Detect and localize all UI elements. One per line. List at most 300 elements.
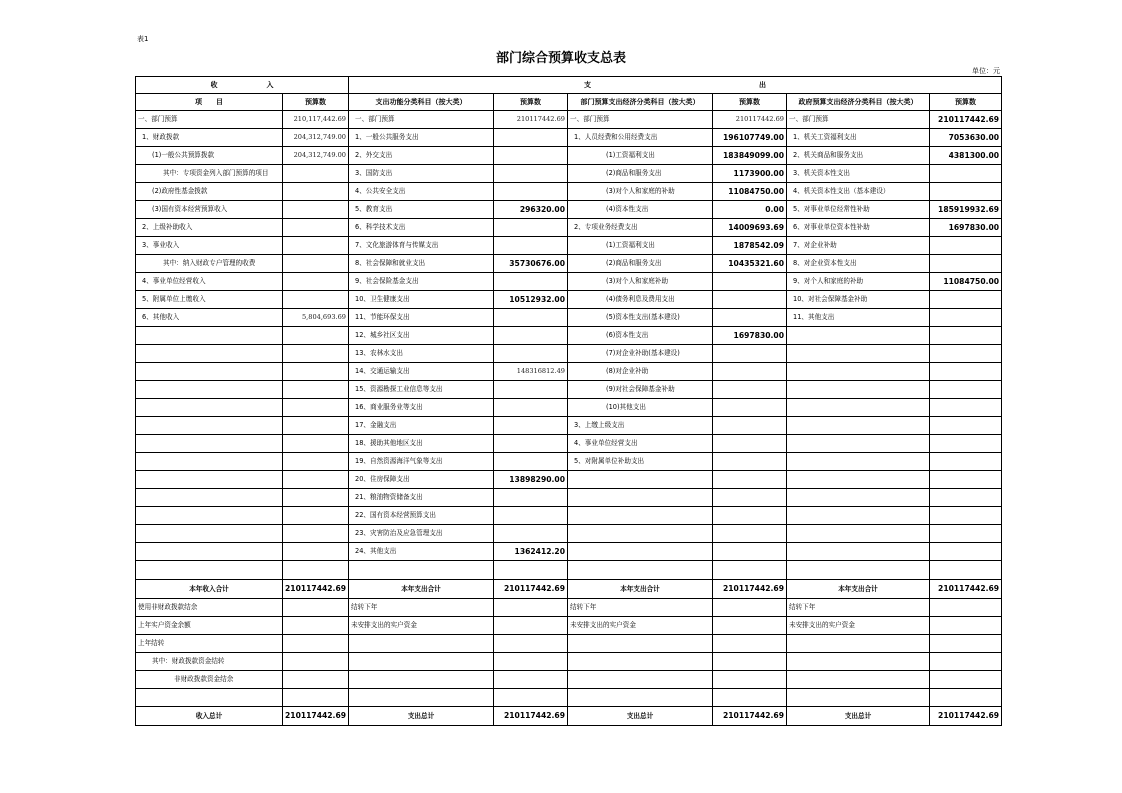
gov-econ-item [787, 507, 930, 525]
func-class-value: 296320.00 [494, 201, 568, 219]
dept-econ-value: 14009693.69 [713, 219, 787, 237]
func-class-value [494, 309, 568, 327]
dept-econ-value [713, 525, 787, 543]
func-class-item: 4、公共安全支出 [349, 183, 494, 201]
dept-econ-item: (3)对个人和家庭补助 [568, 273, 713, 291]
table-row [136, 453, 1002, 471]
dept-econ-value [713, 291, 787, 309]
carryover-value [283, 599, 349, 617]
carryover-value [930, 599, 1002, 617]
empty-cell [136, 689, 283, 707]
carryover-value [494, 671, 568, 689]
dept-econ-item: 一、部门预算 [568, 111, 713, 129]
income-total-label: 本年收入合计 [136, 580, 283, 599]
income-item: 一、部门预算 [136, 111, 283, 129]
carryover-item: 其中：财政拨款资金结转 [136, 653, 283, 671]
gov-econ-value [930, 255, 1002, 273]
dept-econ-value [713, 273, 787, 291]
gov-econ-value [930, 237, 1002, 255]
table-row [136, 309, 1002, 327]
gov-econ-value: 1697830.00 [930, 219, 1002, 237]
table-row [136, 471, 1002, 489]
dept-econ-value [713, 489, 787, 507]
income-item: 其中：纳入财政专户管理的收费 [136, 255, 283, 273]
income-item: 6、其他收入 [136, 309, 283, 327]
gov-econ-value [930, 471, 1002, 489]
carryover-item: 非财政拨款资金结余 [136, 671, 283, 689]
income-item [136, 345, 283, 363]
func-class-item: 21、粮油物资储备支出 [349, 489, 494, 507]
dept-econ-item: 2、专项业务经费支出 [568, 219, 713, 237]
carryover-item: 上年实户资金余额 [136, 617, 283, 635]
carryover-func-item: 结转下年 [349, 599, 494, 617]
income-value [283, 345, 349, 363]
income-item [136, 489, 283, 507]
dept-econ-item: 5、对附属单位补助支出 [568, 453, 713, 471]
income-value [283, 201, 349, 219]
empty-cell [349, 561, 494, 580]
dept-econ-value: 196107749.00 [713, 129, 787, 147]
empty-cell [713, 561, 787, 580]
income-item [136, 471, 283, 489]
carryover-value [930, 635, 1002, 653]
income-item: 3、事业收入 [136, 237, 283, 255]
carryover-value [283, 617, 349, 635]
gov-econ-item [787, 471, 930, 489]
func-class-value [494, 129, 568, 147]
table-row [136, 381, 1002, 399]
gov-econ-item [787, 345, 930, 363]
dept-econ-value: 11084750.00 [713, 183, 787, 201]
gov-econ-value: 4381300.00 [930, 147, 1002, 165]
table-row [136, 237, 1002, 255]
gov-econ-value [930, 363, 1002, 381]
func-class-item: 16、商业服务业等支出 [349, 399, 494, 417]
func-class-item: 6、科学技术支出 [349, 219, 494, 237]
func-class-item: 9、社会保险基金支出 [349, 273, 494, 291]
item-header: 项 目 [136, 94, 283, 111]
gov-total-value: 210117442.69 [930, 580, 1002, 599]
gov-econ-value [930, 453, 1002, 471]
income-item [136, 363, 283, 381]
income-value [283, 255, 349, 273]
carryover-gov-item [787, 635, 930, 653]
dept-econ-item: (6)资本性支出 [568, 327, 713, 345]
gov-econ-item [787, 453, 930, 471]
budget-header: 预算数 [494, 94, 568, 111]
carryover-dept-item: 结转下年 [568, 599, 713, 617]
gov-econ-item [787, 543, 930, 561]
budget-header: 预算数 [283, 94, 349, 111]
table-row [136, 147, 1002, 165]
carryover-func-item [349, 671, 494, 689]
table-row [136, 507, 1002, 525]
carryover-gov-item [787, 671, 930, 689]
gov-econ-item: 9、对个人和家庭的补助 [787, 273, 930, 291]
carryover-dept-item [568, 671, 713, 689]
func-class-header: 支出功能分类科目（按大类） [349, 94, 494, 111]
dept-econ-item [568, 525, 713, 543]
table-row [136, 327, 1002, 345]
dept-econ-value: 183849099.00 [713, 147, 787, 165]
income-value [283, 237, 349, 255]
income-total-value: 210117442.69 [283, 580, 349, 599]
table-row [136, 399, 1002, 417]
dept-econ-value: 1173900.00 [713, 165, 787, 183]
gov-econ-value [930, 165, 1002, 183]
income-item: 4、事业单位经营收入 [136, 273, 283, 291]
dept-econ-header: 部门预算支出经济分类科目（按大类） [568, 94, 713, 111]
income-value [283, 489, 349, 507]
table-row [136, 489, 1002, 507]
empty-cell [568, 689, 713, 707]
func-class-item: 11、节能环保支出 [349, 309, 494, 327]
func-class-value [494, 507, 568, 525]
income-value: 210,117,442.69 [283, 111, 349, 129]
func-class-item: 19、自然资源海洋气象等支出 [349, 453, 494, 471]
carryover-dept-item: 未安排支出的实户资金 [568, 617, 713, 635]
income-value [283, 291, 349, 309]
gov-econ-value [930, 345, 1002, 363]
sheet-label: 表1 [137, 35, 149, 43]
gov-econ-value [930, 507, 1002, 525]
table-row [136, 417, 1002, 435]
table-row [136, 363, 1002, 381]
income-header: 收 入 [136, 77, 349, 94]
dept-econ-item: (9)对社会保障基金补助 [568, 381, 713, 399]
income-value: 5,804,693.69 [283, 309, 349, 327]
income-item: (2)政府性基金拨款 [136, 183, 283, 201]
empty-cell [930, 689, 1002, 707]
carryover-row [136, 635, 1002, 653]
empty-cell [930, 561, 1002, 580]
income-item: (3)国有资本经营预算收入 [136, 201, 283, 219]
table-row [136, 435, 1002, 453]
func-class-item: 10、卫生健康支出 [349, 291, 494, 309]
func-class-value [494, 237, 568, 255]
grand-total-row [136, 707, 1002, 726]
dept-econ-item: (5)资本性支出(基本建设) [568, 309, 713, 327]
gov-econ-item: 一、部门预算 [787, 111, 930, 129]
carryover-value [930, 653, 1002, 671]
income-item [136, 399, 283, 417]
empty-cell [349, 689, 494, 707]
expense-total-label: 支出总计 [349, 707, 494, 726]
func-class-item: 7、文化旅游体育与传媒支出 [349, 237, 494, 255]
gov-econ-item: 1、机关工资福利支出 [787, 129, 930, 147]
table-row [136, 183, 1002, 201]
dept-econ-value [713, 381, 787, 399]
gov-econ-value [930, 381, 1002, 399]
page-title: 部门综合预算收支总表 [495, 51, 626, 66]
budget-table [135, 76, 1002, 726]
income-value [283, 381, 349, 399]
income-item: 其中：专项资金列入部门预算的项目 [136, 165, 283, 183]
table-row [136, 165, 1002, 183]
income-item [136, 453, 283, 471]
carryover-row [136, 653, 1002, 671]
dept-econ-item: (2)商品和服务支出 [568, 255, 713, 273]
dept-econ-item: (8)对企业补助 [568, 363, 713, 381]
table-row [136, 255, 1002, 273]
table-row [136, 219, 1002, 237]
carryover-value [494, 653, 568, 671]
func-class-item: 12、城乡社区支出 [349, 327, 494, 345]
gov-econ-header: 政府预算支出经济分类科目（按大类） [787, 94, 930, 111]
table-row [136, 129, 1002, 147]
gov-econ-value: 7053630.00 [930, 129, 1002, 147]
income-item [136, 507, 283, 525]
income-item [136, 417, 283, 435]
func-class-value [494, 219, 568, 237]
carryover-func-item [349, 635, 494, 653]
carryover-func-item: 未安排支出的实户资金 [349, 617, 494, 635]
dept-econ-item: (7)对企业补助(基本建设) [568, 345, 713, 363]
dept-econ-item: (4)债务利息及费用支出 [568, 291, 713, 309]
income-item [136, 543, 283, 561]
carryover-item: 使用非财政拨款结余 [136, 599, 283, 617]
income-value [283, 363, 349, 381]
table-row [136, 201, 1002, 219]
carryover-value [283, 653, 349, 671]
income-value [283, 435, 349, 453]
income-value [283, 453, 349, 471]
func-class-item: 22、国有资本经营预算支出 [349, 507, 494, 525]
expense-total-label: 本年支出合计 [568, 580, 713, 599]
blank-row [136, 561, 1002, 580]
func-class-value [494, 435, 568, 453]
gov-econ-item [787, 525, 930, 543]
func-class-value [494, 381, 568, 399]
expense-total-label: 支出总计 [568, 707, 713, 726]
income-value [283, 471, 349, 489]
unit-label: 单位：元 [972, 67, 1000, 75]
empty-cell [283, 689, 349, 707]
income-total-label: 收入总计 [136, 707, 283, 726]
func-class-value [494, 399, 568, 417]
carryover-row [136, 617, 1002, 635]
year-total-row [136, 580, 1002, 599]
income-item [136, 525, 283, 543]
func-class-item: 15、资源勘探工业信息等支出 [349, 381, 494, 399]
empty-cell [713, 689, 787, 707]
func-class-item: 13、农林水支出 [349, 345, 494, 363]
dept-econ-item [568, 543, 713, 561]
func-class-item: 18、援助其他地区支出 [349, 435, 494, 453]
func-class-value: 35730676.00 [494, 255, 568, 273]
dept-econ-item: (3)对个人和家庭的补助 [568, 183, 713, 201]
empty-cell [283, 561, 349, 580]
dept-econ-value [713, 453, 787, 471]
carryover-value [283, 635, 349, 653]
gov-econ-item: 7、对企业补助 [787, 237, 930, 255]
table-row [136, 345, 1002, 363]
gov-econ-item [787, 381, 930, 399]
income-value [283, 273, 349, 291]
table-row [136, 111, 1002, 129]
dept-econ-item [568, 507, 713, 525]
income-item [136, 327, 283, 345]
dept-econ-item [568, 489, 713, 507]
gov-total-value: 210117442.69 [930, 707, 1002, 726]
carryover-dept-item [568, 653, 713, 671]
dept-econ-item: 3、上缴上级支出 [568, 417, 713, 435]
income-value [283, 219, 349, 237]
carryover-gov-item [787, 653, 930, 671]
income-value: 204,312,749.00 [283, 129, 349, 147]
dept-econ-item: (4)资本性支出 [568, 201, 713, 219]
dept-econ-value: 0.00 [713, 201, 787, 219]
dept-econ-value [713, 471, 787, 489]
empty-cell [787, 689, 930, 707]
dept-econ-value [713, 417, 787, 435]
func-class-item: 17、金融支出 [349, 417, 494, 435]
gov-econ-value: 185919932.69 [930, 201, 1002, 219]
func-class-item: 20、住房保障支出 [349, 471, 494, 489]
dept-econ-item: (10)其他支出 [568, 399, 713, 417]
func-class-item: 3、国防支出 [349, 165, 494, 183]
carryover-value [283, 671, 349, 689]
gov-econ-item: 6、对事业单位资本性补助 [787, 219, 930, 237]
income-value [283, 525, 349, 543]
dept-econ-value [713, 543, 787, 561]
func-class-item: 8、社会保障和就业支出 [349, 255, 494, 273]
dept-econ-item: (1)工资福利支出 [568, 147, 713, 165]
gov-econ-item: 3、机关资本性支出 [787, 165, 930, 183]
gov-econ-item: 4、机关资本性支出（基本建设） [787, 183, 930, 201]
func-class-item: 一、部门预算 [349, 111, 494, 129]
gov-econ-value [930, 435, 1002, 453]
income-value: 204,312,749.00 [283, 147, 349, 165]
income-value [283, 183, 349, 201]
income-value [283, 543, 349, 561]
func-class-item: 2、外交支出 [349, 147, 494, 165]
func-class-value: 1362412.20 [494, 543, 568, 561]
gov-econ-item: 10、对社会保障基金补助 [787, 291, 930, 309]
gov-econ-item [787, 399, 930, 417]
carryover-value [494, 635, 568, 653]
carryover-item: 上年结转 [136, 635, 283, 653]
dept-econ-value: 10435321.60 [713, 255, 787, 273]
gov-econ-value [930, 327, 1002, 345]
gov-econ-value: 210117442.69 [930, 111, 1002, 129]
budget-header: 预算数 [713, 94, 787, 111]
carryover-row [136, 671, 1002, 689]
carryover-dept-item [568, 635, 713, 653]
gov-econ-value [930, 417, 1002, 435]
carryover-func-item [349, 653, 494, 671]
carryover-value [494, 617, 568, 635]
carryover-value [713, 671, 787, 689]
carryover-value [713, 653, 787, 671]
gov-econ-item [787, 417, 930, 435]
table-row [136, 525, 1002, 543]
empty-cell [136, 561, 283, 580]
carryover-gov-item: 未安排支出的实户资金 [787, 617, 930, 635]
gov-econ-value [930, 183, 1002, 201]
func-class-item: 5、教育支出 [349, 201, 494, 219]
dept-total-value: 210117442.69 [713, 580, 787, 599]
func-class-value [494, 183, 568, 201]
dept-econ-item: 4、事业单位经营支出 [568, 435, 713, 453]
empty-cell [494, 561, 568, 580]
dept-econ-value [713, 399, 787, 417]
func-class-value [494, 165, 568, 183]
gov-econ-item [787, 489, 930, 507]
income-item: (1)一般公共预算拨款 [136, 147, 283, 165]
table-row [136, 543, 1002, 561]
expense-total-label: 支出总计 [787, 707, 930, 726]
dept-econ-item: (2)商品和服务支出 [568, 165, 713, 183]
dept-econ-value: 210117442.69 [713, 111, 787, 129]
func-class-value [494, 273, 568, 291]
table-row [136, 291, 1002, 309]
gov-econ-item: 8、对企业资本性支出 [787, 255, 930, 273]
dept-econ-value [713, 507, 787, 525]
gov-econ-value [930, 291, 1002, 309]
gov-econ-value [930, 489, 1002, 507]
func-class-value [494, 417, 568, 435]
carryover-value [713, 635, 787, 653]
func-class-value [494, 345, 568, 363]
expense-header: 支 出 [349, 77, 1002, 94]
gov-econ-item [787, 363, 930, 381]
header-row-2 [136, 94, 1002, 111]
gov-econ-value: 11084750.00 [930, 273, 1002, 291]
empty-cell [494, 689, 568, 707]
income-total-value: 210117442.69 [283, 707, 349, 726]
dept-econ-value [713, 309, 787, 327]
income-item: 5、附属单位上缴收入 [136, 291, 283, 309]
blank-row [136, 689, 1002, 707]
gov-econ-value [930, 309, 1002, 327]
gov-econ-value [930, 399, 1002, 417]
dept-econ-item [568, 471, 713, 489]
dept-econ-value: 1878542.09 [713, 237, 787, 255]
dept-econ-value [713, 345, 787, 363]
carryover-row [136, 599, 1002, 617]
gov-econ-item: 2、机关商品和服务支出 [787, 147, 930, 165]
dept-econ-value [713, 363, 787, 381]
dept-total-value: 210117442.69 [713, 707, 787, 726]
func-total-value: 210117442.69 [494, 580, 568, 599]
table-row [136, 273, 1002, 291]
func-class-value: 210117442.69 [494, 111, 568, 129]
income-value [283, 507, 349, 525]
carryover-value [494, 599, 568, 617]
dept-econ-value [713, 435, 787, 453]
func-class-value [494, 525, 568, 543]
func-class-value [494, 327, 568, 345]
func-class-value [494, 453, 568, 471]
func-class-item: 24、其他支出 [349, 543, 494, 561]
gov-econ-item [787, 327, 930, 345]
empty-cell [787, 561, 930, 580]
income-item [136, 435, 283, 453]
carryover-value [930, 617, 1002, 635]
expense-total-label: 本年支出合计 [787, 580, 930, 599]
func-class-item: 23、灾害防治及应急管理支出 [349, 525, 494, 543]
income-item: 2、上级补助收入 [136, 219, 283, 237]
func-class-value: 13898290.00 [494, 471, 568, 489]
func-class-item: 1、一般公共服务支出 [349, 129, 494, 147]
gov-econ-item [787, 435, 930, 453]
carryover-gov-item: 结转下年 [787, 599, 930, 617]
gov-econ-item: 5、对事业单位经常性补助 [787, 201, 930, 219]
func-class-value [494, 147, 568, 165]
income-item: 1、财政拨款 [136, 129, 283, 147]
dept-econ-item: 1、人员经费和公用经费支出 [568, 129, 713, 147]
